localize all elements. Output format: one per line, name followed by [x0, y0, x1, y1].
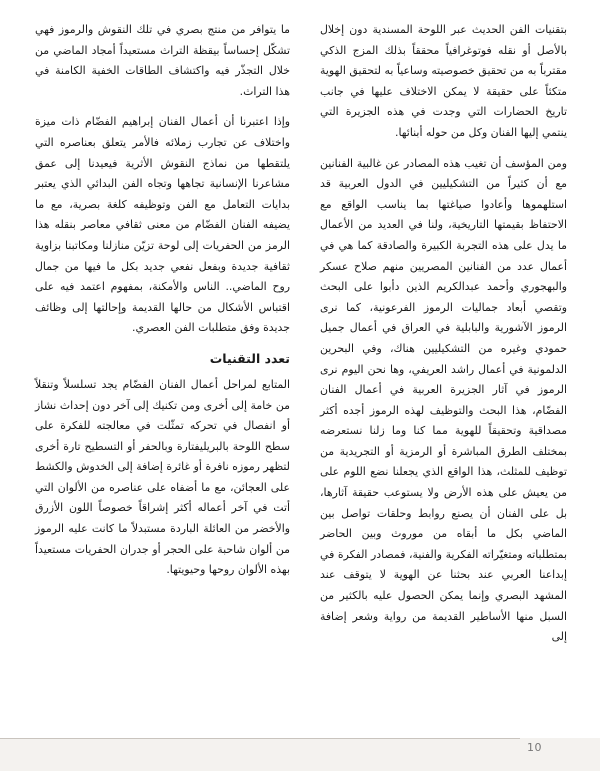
body-paragraph: المتابع لمراحل أعمال الفنان الفضّام يجد تسلسلاً وتنقلاً من خامة إلى أخرى ومن تكنيك إلى آخر دون إحداث نشاز أو انفصال في تحركه تمثّلت في معالجته للفكرة على سطح اللوحة بالبريليفتارة وبالحفر أو التسطيح تارة أخرى لتظهر رموزه نافرة أو غائرة إضافة إلى الخدوش والكشط على العجائن، مع ما أضفاه على عناصره من الألوان التي أتت في آخر أعماله أكثر إشراقاً خصوصاً اللون الأزرق والأخضر من العائلة الباردة مستبدلاً ما كانت عليه الرموز من ألوان شاحبة على الحجر أو جدران الحفريات مستعيداً بهذه الألوان روحها وحيويتها.: [35, 377, 290, 577]
body-paragraph: بتقنيات الفن الحديث عبر اللوحة المسندية دون إخلال بالأصل أو نقله فوتوغرافياً محققاً بذلك المزج الذكي مقترباً به من تحقيق خصوصيته وساعياً به لتحقيق الهوية متكئاً على حقيقة لا يمكن الاختلاف عليها في جانب تاريخ الحضارات التي وجدت في هذه الجزيرة التي ينتمي إليها الفنان وكل من حوله أبنائها.: [320, 23, 567, 139]
body-paragraph: ومن المؤسف أن تغيب هذه المصادر عن غالبية الفنانين مع أن كثيراً من التشكيليين في الدول العربية قد استلهموها وأعادوا صياغتها بما يناسب الواقع مع الاحتفاظ بقيمتها التاريخية، ولنا في العديد من الأعمال ما يدل على هذه التجربة الكبيرة والصادقة كما هي في أعمال عدد من الفنانين المصريين منهم صلاح عسكر والبهجوري وأحمد عبدالكريم الذين دأبوا على البحث وتقصي أبعاد جماليات الرموز الفرعونية، كما نرى الرموز الآشورية والبابلية في العراق في أعمال جميل حمودي وغيره من التشكيليين هناك، وفي البحرين الدلمونية في أعمال راشد العريفي، وها نحن اليوم نرى الرموز في آثار الجزيرة العربية في أعمال الفنان الفضّام، هذا البحث والتوظيف لهذه الرموز أجده أكثر مصداقية وتحقيقاً للهوية مما كنا وما زلنا نستعرضه بمختلف الطرق المباشرة أو الرمزية أو التجريدية من توظيف للمثلث، هذا الواقع الذي يجعلنا نضع اللوم على من يعيش على هذه الأرض ولا يستوعب حقيقة آثارها، بل على الفنان أن يصنع روابط وحلقات تواصل بين الماضي بكل ما أبقاه من موروث وبين الحاضر بمتطلباته ومتغيّراته الفكرية والفنية، فمصادر الفكرة في إبداعنا العربي عند بحثنا عن الهوية لا يتوقف عند المشهد البصري وإنما يمكن الحصول عليه بالكثير من السبل منها الأساطير القديمة من رواية وشعر إضافة إلى: [320, 156, 567, 644]
body-paragraph: وإذا اعتبرنا أن أعمال الفنان إبراهيم الفضّام ذات ميزة واختلاف عن تجارب زملائه فالأمر يتعلق بعناصره التي يلتقطها من نماذج النقوش الأثرية فيعيدنا إلى عمق مشاعرنا الإنسانية تجاهها وتجاه الفن البدائي الذي يعتبر بدايات التعامل مع الفن وتوظيفه كلغة بصرية، مع ما يضيفه الفنان الفضّام من معنى ثقافي معاصر بنقله هذا الرمز من الحفريات إلى لوحة تزيّن منازلنا ومكاتبنا بزاوية ثقافية جديدة وبفعل نفعي جديد بكل ما فيها من جمال روح الماضي.. الناس والأمكنة، بمفهوم اعتمد فيه على اقتباس الأشكال من حالها القديمة وإحالتها إلى وظائف جديدة وفق متطلبات الفن العصري.: [35, 115, 290, 335]
section-heading: تعدد التقنيات: [209, 350, 290, 366]
footer-divider: [0, 738, 520, 739]
left-text-column: [35, 20, 290, 591]
right-text-column: [320, 20, 567, 658]
footer-band: [0, 738, 600, 771]
body-paragraph: ما يتوافر من منتج بصري في تلك النقوش والرموز فهي تشكّل إحساساً بيقظة التراث مستعيداً أمجاد الماضي من خلال التجذّر فيه واكتشاف الطاقات الخفية الكامنة في هذا التراث.: [35, 23, 290, 98]
page-number: 10: [527, 741, 542, 754]
